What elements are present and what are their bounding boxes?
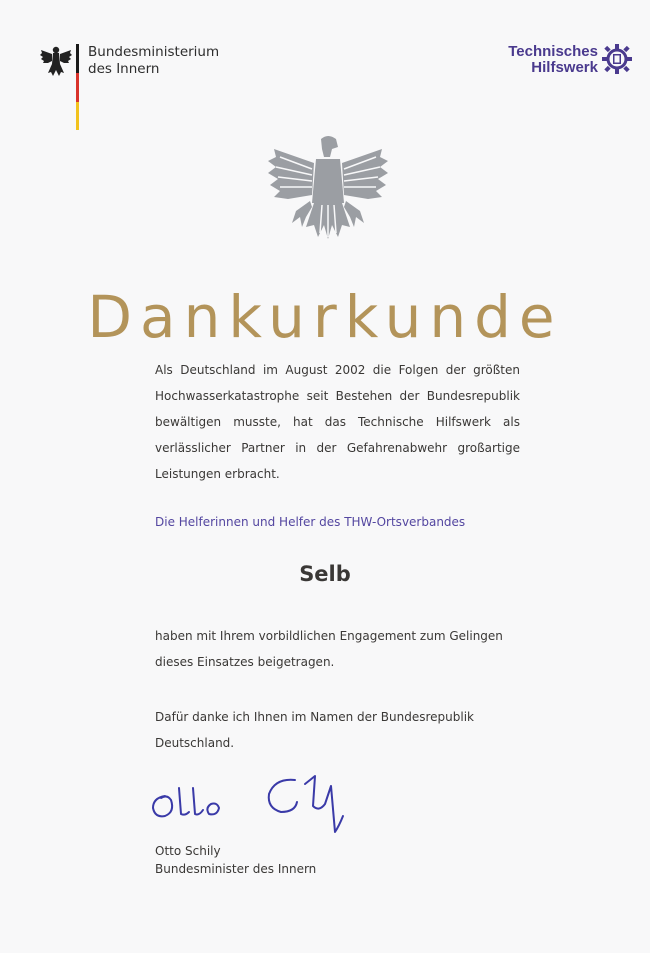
signer-title: Bundesminister des Innern — [155, 862, 317, 876]
intro-paragraph: Als Deutschland im August 2002 die Folgen der größten Hochwasserkatastrophe seit Bestehen der Bundesrepublik bewältigen musste, hat das Technische Hilfswerk als verlässlicher Partner in der Gefahrenabwehr großartige Leistungen erbracht. — [155, 363, 520, 481]
thanks-paragraph: Dafür danke ich Ihnen im Namen der Bundesrepublik Deutschland. — [155, 710, 474, 750]
signer-name: Otto Schily — [155, 844, 221, 858]
engagement-paragraph: haben mit Ihrem vorbildlichen Engagement zum Gelingen dieses Einsatzes beigetragen. — [155, 629, 503, 669]
thw-line1: Technisches — [508, 43, 598, 60]
ministry-name — [88, 44, 219, 78]
recipient-city: Selb — [299, 562, 351, 586]
thw-cog-icon — [602, 44, 632, 74]
federal-eagle-icon — [266, 133, 390, 251]
ministry-name-line1: Bundesministerium — [88, 44, 220, 60]
signer-block — [155, 842, 316, 878]
recipient-line: Die Helferinnen und Helfer des THW-Ortsverbandes — [155, 515, 466, 529]
handwritten-signature — [145, 766, 365, 846]
thw-line2: Hilfswerk — [531, 59, 598, 76]
german-flag-bar — [76, 44, 79, 130]
federal-eagle-icon — [40, 44, 72, 78]
certificate-title: Dankurkunde — [87, 283, 563, 351]
thw-logo-text — [484, 44, 598, 76]
ministry-name-line2: des Innern — [88, 61, 160, 77]
